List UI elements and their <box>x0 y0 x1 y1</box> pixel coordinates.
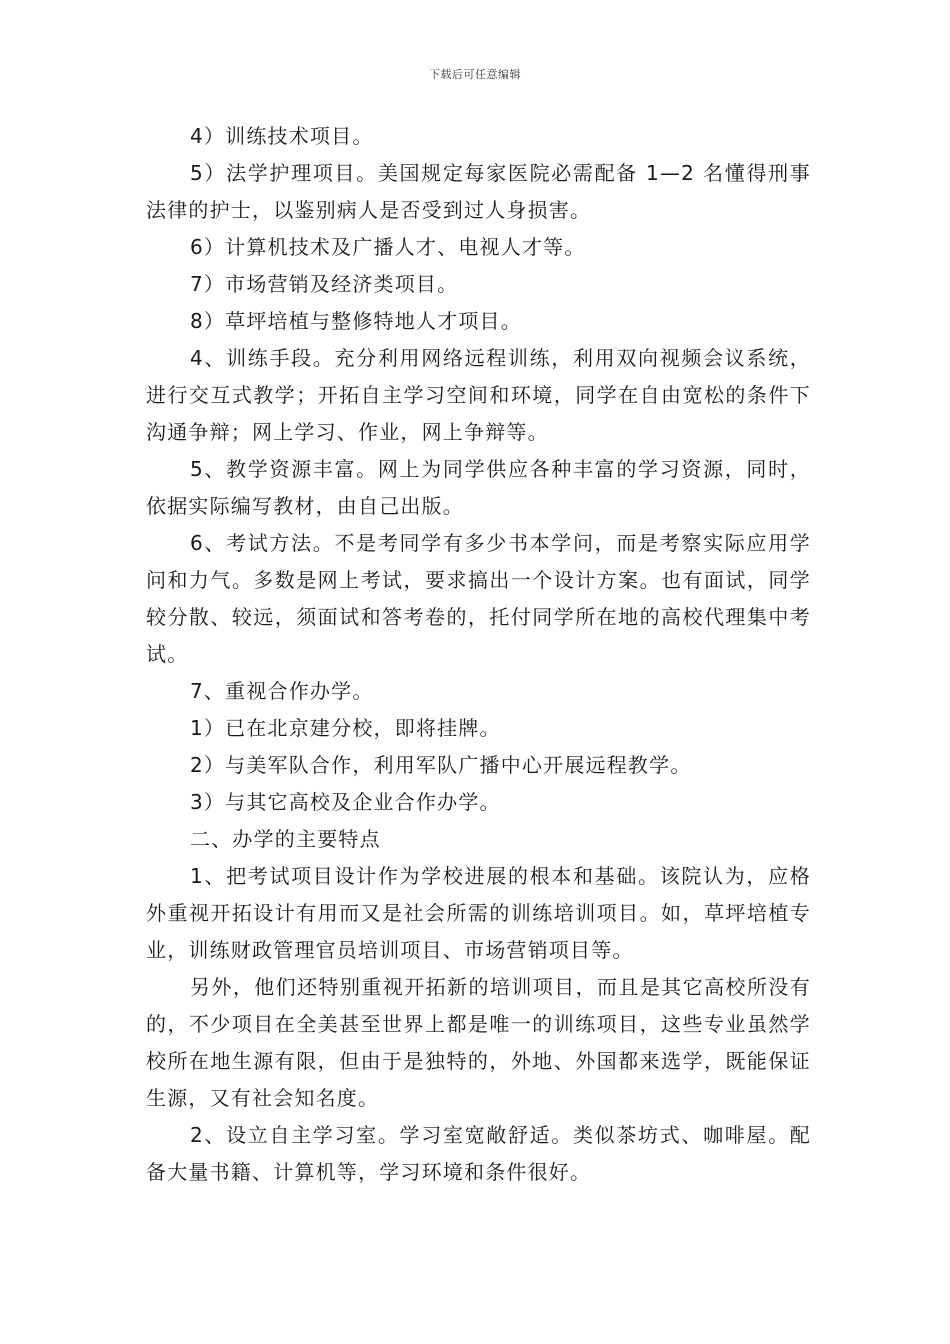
paragraph: 4）训练技术项目。 <box>190 124 374 148</box>
paragraph: 5）法学护理项目。美国规定每家医院必需配备 1—2 名懂得刑事法律的护士，以鉴别病人是否受到过人身损害。 <box>146 161 811 222</box>
paragraph: 3）与其它高校及企业合作办学。 <box>190 790 501 814</box>
document-body <box>146 118 811 1191</box>
section-heading: 二、办学的主要特点 <box>190 827 381 851</box>
page-header: 下载后可任意编辑 <box>429 68 521 81</box>
paragraph: 4、训练手段。充分利用网络远程训练，利用双向视频会议系统，进行交互式教学；开拓自主学习空间和环境，同学在自由宽松的条件下沟通争辩；网上学习、作业，网上争辩等。 <box>146 346 811 444</box>
paragraph: 6、考试方法。不是考同学有多少书本学问，而是考察实际应用学问和力气。多数是网上考试，要求搞出一个设计方案。也有面试，同学较分散、较远，须面试和答考卷的，托付同学所在地的高校代理集中考试。 <box>146 531 811 666</box>
paragraph: 5、教学资源丰富。网上为同学供应各种丰富的学习资源，同时，依据实际编写教材，由自己出版。 <box>146 457 811 518</box>
paragraph: 7）市场营销及经济类项目。 <box>190 272 459 296</box>
paragraph: 2）与美军队合作，利用军队广播中心开展远程教学。 <box>190 753 692 777</box>
paragraph: 8）草坪培植与整修特地人才项目。 <box>190 309 522 333</box>
paragraph: 1）已在北京建分校，即将挂牌。 <box>190 716 501 740</box>
paragraph: 2、设立自主学习室。学习室宽敞舒适。类似茶坊式、咖啡屋。配备大量书籍、计算机等，学习环境和条件很好。 <box>146 1123 811 1184</box>
paragraph: 另外，他们还特别重视开拓新的培训项目，而且是其它高校所没有的，不少项目在全美甚至世界上都是唯一的训练项目，这些专业虽然学校所在地生源有限，但由于是独特的，外地、外国都来选学，既能保证生源，又有社会知名度。 <box>146 975 811 1110</box>
paragraph: 6）计算机技术及广播人才、电视人才等。 <box>190 235 586 259</box>
paragraph: 7、重视合作办学。 <box>190 679 374 703</box>
paragraph: 1、把考试项目设计作为学校进展的根本和基础。该院认为，应格外重视开拓设计有用而又是社会所需的训练培训项目。如，草坪培植专业，训练财政管理官员培训项目、市场营销项目等。 <box>146 864 811 962</box>
